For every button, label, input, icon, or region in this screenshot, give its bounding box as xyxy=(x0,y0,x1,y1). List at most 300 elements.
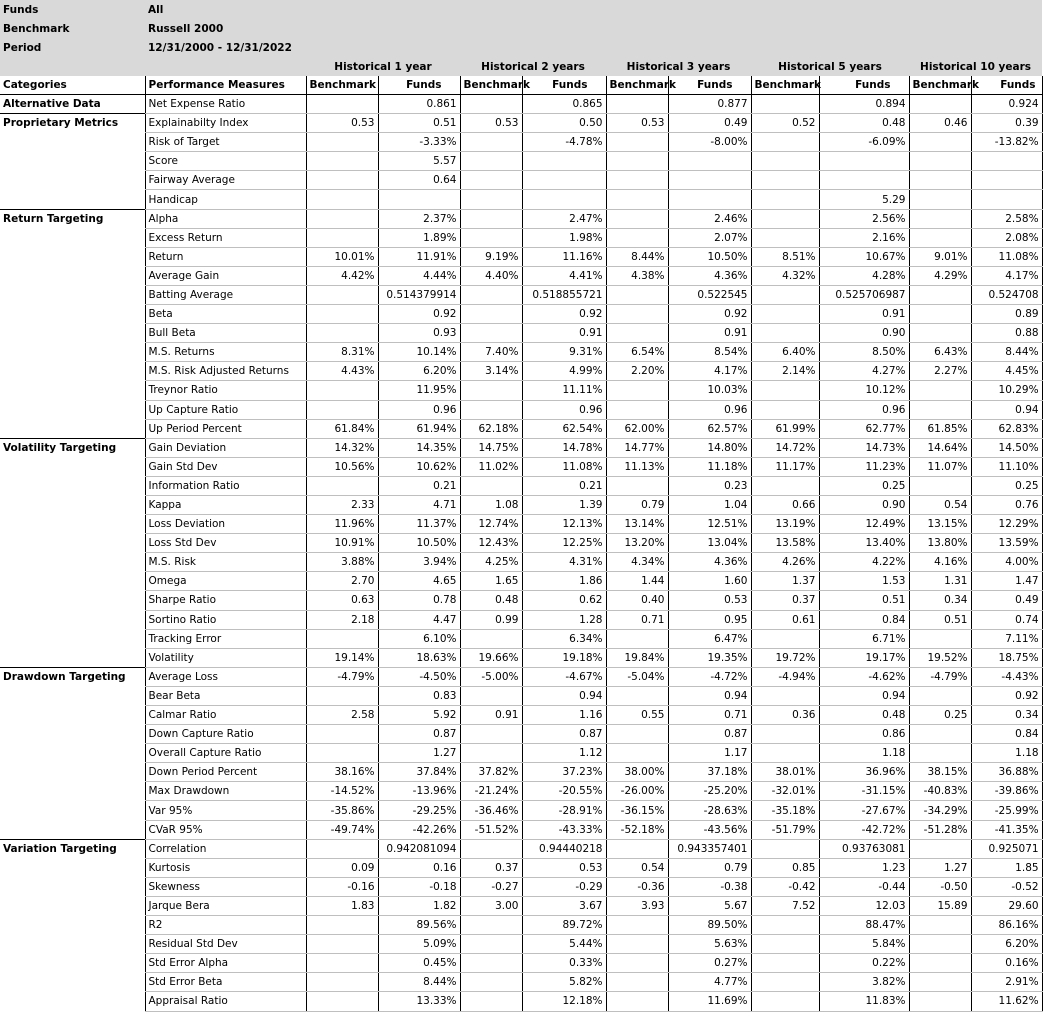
meta-value: Russell 2000 xyxy=(145,19,306,38)
category-cell xyxy=(0,133,145,152)
category-cell xyxy=(0,400,145,419)
funds-value-cell: 3.94% xyxy=(378,553,460,572)
benchmark-value-cell: 15.89 xyxy=(909,896,971,915)
funds-value-cell: 12.13% xyxy=(522,515,606,534)
benchmark-value-cell xyxy=(606,954,668,973)
measures-header: Performance Measures xyxy=(145,76,306,95)
table-row xyxy=(0,801,1042,820)
funds-value-cell: 13.40% xyxy=(819,534,909,553)
category-cell xyxy=(0,954,145,973)
funds-value-cell: 1.53 xyxy=(819,572,909,591)
funds-value-cell: 2.47% xyxy=(522,209,606,228)
benchmark-value-cell xyxy=(751,152,819,171)
benchmark-value-cell xyxy=(606,305,668,324)
funds-value-cell: 1.18 xyxy=(971,744,1042,763)
measure-cell: Information Ratio xyxy=(145,476,306,495)
funds-value-cell: 0.79 xyxy=(668,858,751,877)
funds-value-cell: 12.49% xyxy=(819,515,909,534)
funds-value-cell: 0.51 xyxy=(378,114,460,133)
period-header: Historical 1 year xyxy=(306,57,460,76)
benchmark-value-cell: -0.27 xyxy=(460,877,522,896)
funds-value-cell: 10.50% xyxy=(668,247,751,266)
category-cell xyxy=(0,763,145,782)
benchmark-value-cell xyxy=(606,228,668,247)
benchmark-value-cell: 0.52 xyxy=(751,114,819,133)
benchmark-value-cell: 11.96% xyxy=(306,515,378,534)
benchmark-value-cell xyxy=(460,324,522,343)
benchmark-value-cell: 10.91% xyxy=(306,534,378,553)
funds-value-cell: 0.894 xyxy=(819,95,909,114)
benchmark-value-cell: 8.31% xyxy=(306,343,378,362)
category-cell xyxy=(0,285,145,304)
benchmark-value-cell xyxy=(909,935,971,954)
measure-cell: Bear Beta xyxy=(145,686,306,705)
table-row xyxy=(0,534,1042,553)
funds-value-cell: 11.83% xyxy=(819,992,909,1011)
category-cell xyxy=(0,152,145,171)
funds-value-cell: -43.56% xyxy=(668,820,751,839)
benchmark-value-cell: 11.13% xyxy=(606,457,668,476)
funds-value-cell xyxy=(819,171,909,190)
benchmark-header: Benchmark xyxy=(909,76,971,95)
funds-value-cell: -27.67% xyxy=(819,801,909,820)
benchmark-value-cell: -34.29% xyxy=(909,801,971,820)
category-cell xyxy=(0,534,145,553)
measure-cell: Calmar Ratio xyxy=(145,706,306,725)
measure-cell: R2 xyxy=(145,916,306,935)
funds-value-cell: -4.43% xyxy=(971,667,1042,686)
funds-value-cell: 29.60 xyxy=(971,896,1042,915)
benchmark-value-cell: 0.51 xyxy=(909,610,971,629)
funds-value-cell: 2.37% xyxy=(378,209,460,228)
benchmark-value-cell: 19.66% xyxy=(460,648,522,667)
funds-value-cell: 11.62% xyxy=(971,992,1042,1011)
benchmark-value-cell: -4.79% xyxy=(909,667,971,686)
category-cell xyxy=(0,896,145,915)
benchmark-value-cell xyxy=(306,209,378,228)
table-row xyxy=(0,916,1042,935)
benchmark-value-cell: 0.37 xyxy=(460,858,522,877)
measure-cell: Std Error Alpha xyxy=(145,954,306,973)
measure-cell: Jarque Bera xyxy=(145,896,306,915)
benchmark-value-cell xyxy=(909,400,971,419)
funds-value-cell: 0.49 xyxy=(668,114,751,133)
benchmark-value-cell: 37.82% xyxy=(460,763,522,782)
funds-value-cell: -25.20% xyxy=(668,782,751,801)
measure-cell: Excess Return xyxy=(145,228,306,247)
funds-value-cell: 6.10% xyxy=(378,629,460,648)
funds-value-cell: 7.11% xyxy=(971,629,1042,648)
benchmark-value-cell xyxy=(606,916,668,935)
benchmark-value-cell xyxy=(460,152,522,171)
funds-value-cell: 11.37% xyxy=(378,515,460,534)
benchmark-value-cell: 3.00 xyxy=(460,896,522,915)
funds-value-cell xyxy=(668,171,751,190)
funds-value-cell: 0.92 xyxy=(522,305,606,324)
funds-value-cell: 13.33% xyxy=(378,992,460,1011)
table-row xyxy=(0,190,1042,209)
category-cell xyxy=(0,706,145,725)
benchmark-value-cell xyxy=(306,629,378,648)
measure-cell: Down Period Percent xyxy=(145,763,306,782)
category-cell: Drawdown Targeting xyxy=(0,667,145,686)
funds-value-cell: 0.62 xyxy=(522,591,606,610)
category-cell xyxy=(0,419,145,438)
funds-value-cell: 4.45% xyxy=(971,362,1042,381)
benchmark-value-cell: 0.53 xyxy=(460,114,522,133)
category-cell xyxy=(0,725,145,744)
benchmark-value-cell: 0.53 xyxy=(306,114,378,133)
benchmark-value-cell xyxy=(460,744,522,763)
categories-header: Categories xyxy=(0,76,145,95)
benchmark-value-cell: -0.42 xyxy=(751,877,819,896)
funds-value-cell: 0.33% xyxy=(522,954,606,973)
benchmark-value-cell xyxy=(306,171,378,190)
benchmark-value-cell: 2.27% xyxy=(909,362,971,381)
benchmark-value-cell xyxy=(606,629,668,648)
funds-value-cell: 0.518855721 xyxy=(522,285,606,304)
funds-value-cell: -43.33% xyxy=(522,820,606,839)
benchmark-value-cell xyxy=(606,152,668,171)
category-cell xyxy=(0,935,145,954)
funds-value-cell: -0.29 xyxy=(522,877,606,896)
benchmark-value-cell: 3.88% xyxy=(306,553,378,572)
benchmark-value-cell: -36.46% xyxy=(460,801,522,820)
category-cell xyxy=(0,553,145,572)
benchmark-value-cell: 13.58% xyxy=(751,534,819,553)
meta-value: 12/31/2000 - 12/31/2022 xyxy=(145,38,306,57)
funds-value-cell: 19.18% xyxy=(522,648,606,667)
measure-cell: Risk of Target xyxy=(145,133,306,152)
funds-value-cell: -28.91% xyxy=(522,801,606,820)
measure-cell: Return xyxy=(145,247,306,266)
benchmark-value-cell: 7.40% xyxy=(460,343,522,362)
measure-cell: M.S. Returns xyxy=(145,343,306,362)
benchmark-value-cell: 6.54% xyxy=(606,343,668,362)
measure-cell: Residual Std Dev xyxy=(145,935,306,954)
benchmark-value-cell xyxy=(606,935,668,954)
category-cell xyxy=(0,610,145,629)
funds-value-cell: -20.55% xyxy=(522,782,606,801)
benchmark-value-cell xyxy=(909,686,971,705)
funds-value-cell: 0.94 xyxy=(819,686,909,705)
funds-value-cell: -0.52 xyxy=(971,877,1042,896)
meta-label: Benchmark xyxy=(0,19,145,38)
benchmark-value-cell: 38.01% xyxy=(751,763,819,782)
measure-cell: Alpha xyxy=(145,209,306,228)
period-header: Historical 5 years xyxy=(751,57,909,76)
funds-value-cell: 1.82 xyxy=(378,896,460,915)
benchmark-value-cell: 1.27 xyxy=(909,858,971,877)
funds-value-cell: 89.50% xyxy=(668,916,751,935)
measure-cell: Kurtosis xyxy=(145,858,306,877)
benchmark-value-cell: -0.16 xyxy=(306,877,378,896)
benchmark-header: Benchmark xyxy=(606,76,668,95)
benchmark-value-cell: 10.01% xyxy=(306,247,378,266)
benchmark-value-cell xyxy=(460,992,522,1011)
funds-value-cell: 5.09% xyxy=(378,935,460,954)
benchmark-value-cell: 0.40 xyxy=(606,591,668,610)
benchmark-value-cell xyxy=(606,133,668,152)
funds-value-cell: 0.524708 xyxy=(971,285,1042,304)
benchmark-value-cell xyxy=(606,95,668,114)
benchmark-value-cell: 61.84% xyxy=(306,419,378,438)
column-header-row xyxy=(0,76,1042,95)
funds-value-cell: -6.09% xyxy=(819,133,909,152)
benchmark-value-cell xyxy=(306,400,378,419)
funds-value-cell: 10.03% xyxy=(668,381,751,400)
funds-value-cell: 0.16 xyxy=(378,858,460,877)
benchmark-value-cell xyxy=(606,324,668,343)
funds-value-cell: 4.41% xyxy=(522,266,606,285)
category-cell xyxy=(0,629,145,648)
measure-cell: Appraisal Ratio xyxy=(145,992,306,1011)
benchmark-value-cell: 0.46 xyxy=(909,114,971,133)
table-row xyxy=(0,343,1042,362)
funds-value-cell: 0.23 xyxy=(668,476,751,495)
funds-value-cell: 10.50% xyxy=(378,534,460,553)
funds-value-cell: 12.18% xyxy=(522,992,606,1011)
table-row xyxy=(0,553,1042,572)
funds-value-cell: 14.78% xyxy=(522,438,606,457)
funds-value-cell: 89.56% xyxy=(378,916,460,935)
funds-value-cell: 5.44% xyxy=(522,935,606,954)
benchmark-value-cell: 4.42% xyxy=(306,266,378,285)
table-row xyxy=(0,152,1042,171)
category-cell xyxy=(0,877,145,896)
funds-value-cell: 0.87 xyxy=(522,725,606,744)
benchmark-value-cell xyxy=(460,95,522,114)
funds-value-cell: 11.23% xyxy=(819,457,909,476)
benchmark-value-cell: -32.01% xyxy=(751,782,819,801)
funds-value-cell: 4.47 xyxy=(378,610,460,629)
table-row xyxy=(0,763,1042,782)
benchmark-value-cell xyxy=(909,744,971,763)
funds-value-cell: 0.90 xyxy=(819,495,909,514)
measure-cell: Omega xyxy=(145,572,306,591)
funds-header: Funds xyxy=(378,76,460,95)
category-cell xyxy=(0,591,145,610)
category-cell xyxy=(0,515,145,534)
funds-value-cell: 0.25 xyxy=(971,476,1042,495)
funds-value-cell: 4.17% xyxy=(971,266,1042,285)
benchmark-value-cell xyxy=(909,209,971,228)
funds-value-cell: -0.18 xyxy=(378,877,460,896)
measure-cell: Average Loss xyxy=(145,667,306,686)
category-cell: Volatility Targeting xyxy=(0,438,145,457)
table-row xyxy=(0,228,1042,247)
funds-value-cell: 0.86 xyxy=(819,725,909,744)
measure-cell: Bull Beta xyxy=(145,324,306,343)
benchmark-value-cell: 13.20% xyxy=(606,534,668,553)
benchmark-value-cell xyxy=(751,686,819,705)
funds-value-cell xyxy=(971,152,1042,171)
benchmark-value-cell: 3.93 xyxy=(606,896,668,915)
table-row xyxy=(0,706,1042,725)
funds-value-cell: 0.522545 xyxy=(668,285,751,304)
benchmark-header: Benchmark xyxy=(751,76,819,95)
benchmark-value-cell xyxy=(751,171,819,190)
benchmark-value-cell: 13.15% xyxy=(909,515,971,534)
meta-row-funds xyxy=(0,0,1042,19)
benchmark-value-cell xyxy=(306,381,378,400)
funds-value-cell: 14.35% xyxy=(378,438,460,457)
benchmark-value-cell xyxy=(460,285,522,304)
period-header: Historical 3 years xyxy=(606,57,751,76)
table-row xyxy=(0,610,1042,629)
funds-value-cell: 0.861 xyxy=(378,95,460,114)
funds-value-cell: 8.44% xyxy=(971,343,1042,362)
table-row xyxy=(0,935,1042,954)
measure-cell: Tracking Error xyxy=(145,629,306,648)
category-cell xyxy=(0,801,145,820)
category-cell xyxy=(0,266,145,285)
funds-value-cell: 62.83% xyxy=(971,419,1042,438)
measure-cell: Down Capture Ratio xyxy=(145,725,306,744)
measure-cell: Handicap xyxy=(145,190,306,209)
benchmark-value-cell xyxy=(751,381,819,400)
benchmark-value-cell: 1.08 xyxy=(460,495,522,514)
funds-value-cell: 37.23% xyxy=(522,763,606,782)
benchmark-value-cell: 7.52 xyxy=(751,896,819,915)
benchmark-value-cell xyxy=(751,839,819,858)
measure-cell: Gain Deviation xyxy=(145,438,306,457)
funds-value-cell: 4.99% xyxy=(522,362,606,381)
benchmark-value-cell xyxy=(306,95,378,114)
benchmark-value-cell: 61.85% xyxy=(909,419,971,438)
benchmark-value-cell: 3.14% xyxy=(460,362,522,381)
benchmark-value-cell xyxy=(751,973,819,992)
funds-value-cell: 1.86 xyxy=(522,572,606,591)
table-row xyxy=(0,667,1042,686)
benchmark-value-cell xyxy=(751,992,819,1011)
funds-value-cell: 12.03 xyxy=(819,896,909,915)
benchmark-value-cell: 4.25% xyxy=(460,553,522,572)
funds-value-cell: 11.08% xyxy=(971,247,1042,266)
funds-value-cell: 88.47% xyxy=(819,916,909,935)
funds-value-cell: 86.16% xyxy=(971,916,1042,935)
funds-value-cell: 5.29 xyxy=(819,190,909,209)
table-row xyxy=(0,171,1042,190)
benchmark-value-cell: 0.54 xyxy=(606,858,668,877)
funds-value-cell: 8.54% xyxy=(668,343,751,362)
benchmark-value-cell: 38.00% xyxy=(606,763,668,782)
meta-label: Funds xyxy=(0,0,145,19)
benchmark-value-cell: 11.17% xyxy=(751,457,819,476)
funds-value-cell: 0.21 xyxy=(378,476,460,495)
funds-value-cell: 0.83 xyxy=(378,686,460,705)
funds-value-cell: 3.82% xyxy=(819,973,909,992)
table-row xyxy=(0,457,1042,476)
category-cell xyxy=(0,782,145,801)
benchmark-value-cell: 4.34% xyxy=(606,553,668,572)
funds-value-cell: 0.94 xyxy=(668,686,751,705)
funds-value-cell: 11.16% xyxy=(522,247,606,266)
category-cell xyxy=(0,190,145,209)
benchmark-value-cell: 1.44 xyxy=(606,572,668,591)
table-row xyxy=(0,858,1042,877)
table-row xyxy=(0,725,1042,744)
funds-value-cell: 4.28% xyxy=(819,266,909,285)
table-row xyxy=(0,381,1042,400)
funds-value-cell: 0.525706987 xyxy=(819,285,909,304)
measure-cell: M.S. Risk Adjusted Returns xyxy=(145,362,306,381)
funds-value-cell: 0.71 xyxy=(668,706,751,725)
category-cell xyxy=(0,648,145,667)
funds-value-cell: 4.36% xyxy=(668,266,751,285)
category-cell xyxy=(0,171,145,190)
benchmark-value-cell: 1.37 xyxy=(751,572,819,591)
funds-value-cell: -8.00% xyxy=(668,133,751,152)
funds-value-cell: 11.08% xyxy=(522,457,606,476)
funds-value-cell: -31.15% xyxy=(819,782,909,801)
table-row xyxy=(0,515,1042,534)
meta-row-benchmark xyxy=(0,19,1042,38)
benchmark-value-cell xyxy=(751,209,819,228)
funds-value-cell: 10.29% xyxy=(971,381,1042,400)
funds-value-cell: 0.91 xyxy=(522,324,606,343)
funds-value-cell: 4.00% xyxy=(971,553,1042,572)
funds-value-cell: 0.95 xyxy=(668,610,751,629)
funds-value-cell: 2.08% xyxy=(971,228,1042,247)
funds-value-cell: 5.57 xyxy=(378,152,460,171)
funds-value-cell: 0.87 xyxy=(668,725,751,744)
funds-value-cell: 0.78 xyxy=(378,591,460,610)
funds-value-cell: 36.96% xyxy=(819,763,909,782)
funds-value-cell: 4.17% xyxy=(668,362,751,381)
measure-cell: Average Gain xyxy=(145,266,306,285)
benchmark-value-cell xyxy=(460,476,522,495)
funds-value-cell: 0.22% xyxy=(819,954,909,973)
funds-value-cell: -41.35% xyxy=(971,820,1042,839)
funds-value-cell: 36.88% xyxy=(971,763,1042,782)
funds-value-cell: 0.91 xyxy=(819,305,909,324)
category-cell xyxy=(0,686,145,705)
category-cell xyxy=(0,228,145,247)
benchmark-value-cell xyxy=(751,285,819,304)
funds-value-cell: 62.54% xyxy=(522,419,606,438)
benchmark-value-cell xyxy=(909,973,971,992)
meta-row-period xyxy=(0,38,1042,57)
category-cell xyxy=(0,343,145,362)
benchmark-value-cell xyxy=(751,935,819,954)
benchmark-value-cell xyxy=(306,973,378,992)
benchmark-value-cell xyxy=(909,95,971,114)
benchmark-value-cell xyxy=(909,171,971,190)
funds-value-cell: 0.48 xyxy=(819,706,909,725)
benchmark-value-cell xyxy=(306,992,378,1011)
category-cell: Return Targeting xyxy=(0,209,145,228)
funds-value-cell: 0.91 xyxy=(668,324,751,343)
benchmark-value-cell xyxy=(306,476,378,495)
measure-cell: Skewness xyxy=(145,877,306,896)
benchmark-value-cell: -5.04% xyxy=(606,667,668,686)
funds-value-cell: 0.53 xyxy=(522,858,606,877)
benchmark-value-cell xyxy=(460,954,522,973)
benchmark-value-cell: 61.99% xyxy=(751,419,819,438)
benchmark-value-cell xyxy=(306,954,378,973)
funds-value-cell xyxy=(522,190,606,209)
funds-value-cell: 4.65 xyxy=(378,572,460,591)
category-cell xyxy=(0,973,145,992)
funds-value-cell: 6.71% xyxy=(819,629,909,648)
benchmark-value-cell xyxy=(460,725,522,744)
funds-value-cell: 0.93 xyxy=(378,324,460,343)
table-row xyxy=(0,476,1042,495)
funds-value-cell: 18.75% xyxy=(971,648,1042,667)
table-row xyxy=(0,400,1042,419)
table-row xyxy=(0,686,1042,705)
